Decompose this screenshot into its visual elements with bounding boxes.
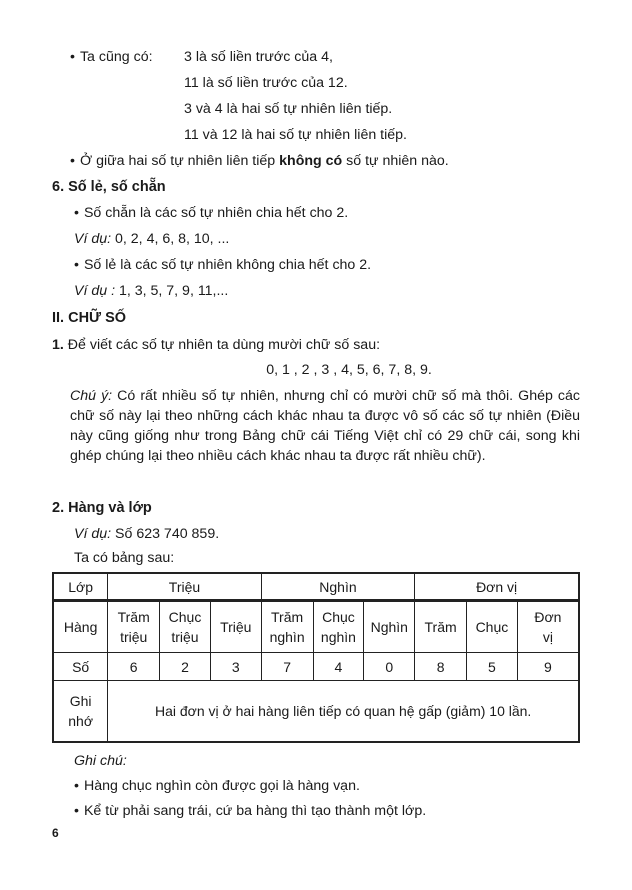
consecutive-line: 11 là số liền trước của 12. [184,75,348,91]
section-6-heading: 6. Số lẻ, số chẵn [52,179,166,195]
row-place [53,601,579,653]
page-number: 6 [52,826,59,840]
place-cell: Trăm [415,601,467,653]
even-example [74,230,229,248]
place-cell: Trăm nghìn [261,601,313,653]
digit-cell: 3 [210,653,261,681]
digit-cell: 2 [160,653,211,681]
item-2-example [74,525,219,543]
note-label: Chú ý: [70,388,113,404]
note-item: • Kể từ phải sang trái, cứ ba hàng thì tạo thành một lớp. [74,802,426,820]
item-1-number: 1. [52,337,64,353]
place-cell: Triệu [210,601,261,653]
row-label: Ghi nhớ [53,681,108,743]
class-cell: Đơn vị [415,573,579,601]
digit-cell: 0 [364,653,415,681]
row-remember [53,681,579,743]
remember-text: Hai đơn vị ở hai hàng liên tiếp có quan hệ gấp (giảm) 10 lần. [108,681,579,743]
consecutive-line: 3 và 4 là hai số tự nhiên liên tiếp. [184,101,393,117]
between-statement [70,152,449,170]
example-values: 0, 2, 4, 6, 8, 10, ... [111,231,230,247]
item-1 [52,336,380,354]
example-values: 1, 3, 5, 7, 9, 11,... [115,283,229,299]
row-label: Lớp [53,573,108,601]
place-cell: Nghìn [364,601,415,653]
class-cell: Triệu [108,573,261,601]
example-label: Ví dụ: [74,231,112,247]
part-ii-heading: II. CHỮ SỐ [52,310,127,326]
digit-cell: 9 [517,653,579,681]
item-1-text: Để viết các số tự nhiên ta dùng mười chữ số sau: [63,337,381,353]
table-intro: Ta có bảng sau: [74,550,175,566]
even-definition: • Số chẵn là các số tự nhiên chia hết cho 2. [74,204,348,222]
item-2-heading: 2. Hàng và lớp [52,500,152,516]
row-label: Hàng [53,601,108,653]
place-cell: Chục nghìn [313,601,364,653]
example-label: Ví dụ : [74,283,116,299]
between-post: số tự nhiên nào. [342,153,449,169]
class-cell: Nghìn [261,573,415,601]
digit-cell: 7 [261,653,313,681]
odd-definition: • Số lẻ là các số tự nhiên không chia hết cho 2. [74,256,371,274]
row-digit [53,653,579,681]
note-item: • Hàng chục nghìn còn được gọi là hàng vạn. [74,777,360,795]
row-class [53,573,579,601]
intro-label: • Ta cũng có: [70,48,153,66]
digit-cell: 4 [313,653,364,681]
example-values: Số 623 740 859. [111,526,220,542]
digit-cell: 5 [467,653,518,681]
row-label: Số [53,653,108,681]
place-value-table [52,572,580,743]
note-text: Có rất nhiều số tự nhiên, nhưng chỉ có mười chữ số mà thôi. Ghép các chữ số này lại theo những cách khác nhau ta được vô số các số tự nhiên (Điều này cũng giống như trong Bảng chữ cái Tiếng Việt chỉ có 29 chữ cái, song khi ghép chúng lại theo nhiều cách khác nhau ta được rất nhiều chữ). [70,388,580,464]
digits-list: 0, 1 , 2 , 3 , 4, 5, 6, 7, 8, 9. [266,362,432,378]
digit-cell: 8 [415,653,467,681]
between-bold: không có [279,153,343,169]
notes-label: Ghi chú: [74,753,127,769]
place-cell: Chục triệu [160,601,211,653]
place-cell: Trăm triệu [108,601,160,653]
example-label: Ví dụ: [74,526,112,542]
digit-cell: 6 [108,653,160,681]
place-cell: Chục [467,601,518,653]
note-paragraph [70,386,580,466]
place-cell: Đơn vị [517,601,579,653]
odd-example [74,282,228,300]
consecutive-line: 11 và 12 là hai số tự nhiên liên tiếp. [184,127,407,143]
consecutive-line: 3 là số liền trước của 4, [184,49,333,65]
between-pre: Ở giữa hai số tự nhiên liên tiếp [79,153,280,169]
